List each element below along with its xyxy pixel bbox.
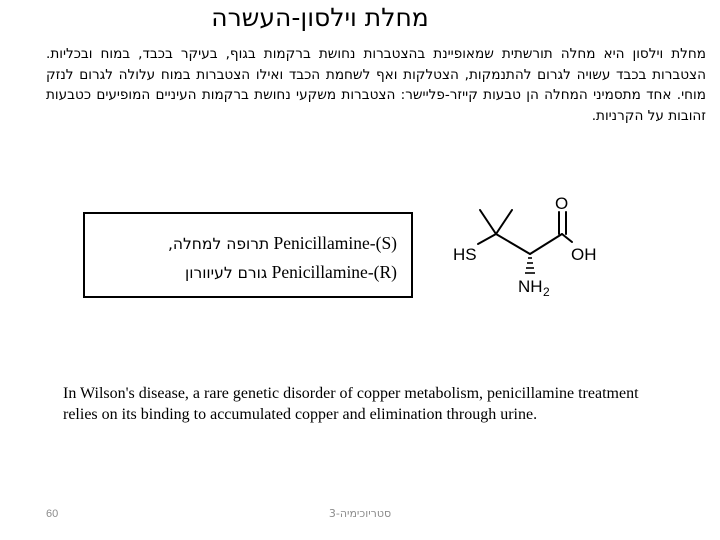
thiol-label: HS xyxy=(453,245,477,264)
s-enantiomer-name: (S)-Penicillamine xyxy=(273,233,397,253)
hashed-wedge-bond xyxy=(525,258,535,273)
penicillamine-structure-diagram xyxy=(440,180,600,300)
r-enantiomer-name: (R)-Penicillamine xyxy=(271,262,397,282)
page-number: 60 xyxy=(46,508,59,520)
slide-title: מחלת וילסון-העשרה xyxy=(211,3,429,32)
amine-label: NH xyxy=(518,277,543,296)
bond-c-c-alpha xyxy=(496,234,530,254)
hydroxyl-label: OH xyxy=(571,245,597,264)
r-enantiomer-line xyxy=(93,258,397,287)
oxygen-label: O xyxy=(555,194,569,213)
footer-text: סטריוכימיה-3 xyxy=(328,507,392,520)
hebrew-paragraph: מחלת וילסון היא מחלה תורשתית שמאופיינת בהצטברות נחושת ברקמות בגוף, בעיקר בכבד, במוח ובכליות. הצטברות בכבד עשויה לגרום להתנמקות, הצטלקות ואף לשחמת הכבד ואילו הצטברות במוח עלולה לגרום לנזק מוחי. אחד מתסמיני המחלה הן טבעות קייזר-פליישר: הצטברות משקעי נחושת ברקמות העיניים המופיעים כטבעות זהובות על הקרניות. xyxy=(46,46,706,124)
bond-methyl-1 xyxy=(480,210,496,234)
bond-hs xyxy=(478,234,496,244)
bond-methyl-2 xyxy=(496,210,512,234)
r-enantiomer-description: גורם לעיוורון xyxy=(185,264,268,282)
s-enantiomer-description: תרופה למחלה, xyxy=(167,235,270,253)
english-paragraph: In Wilson's disease, a rare genetic disorder of copper metabolism, penicillamine treatment relies on its binding to accumulated copper and elimination through urine. xyxy=(63,385,639,423)
s-enantiomer-line xyxy=(93,229,397,258)
enantiomer-names-box xyxy=(83,212,413,298)
amine-subscript: 2 xyxy=(543,285,550,299)
bond-alpha-carbonyl xyxy=(530,234,562,254)
bond-c-oh xyxy=(562,234,572,242)
